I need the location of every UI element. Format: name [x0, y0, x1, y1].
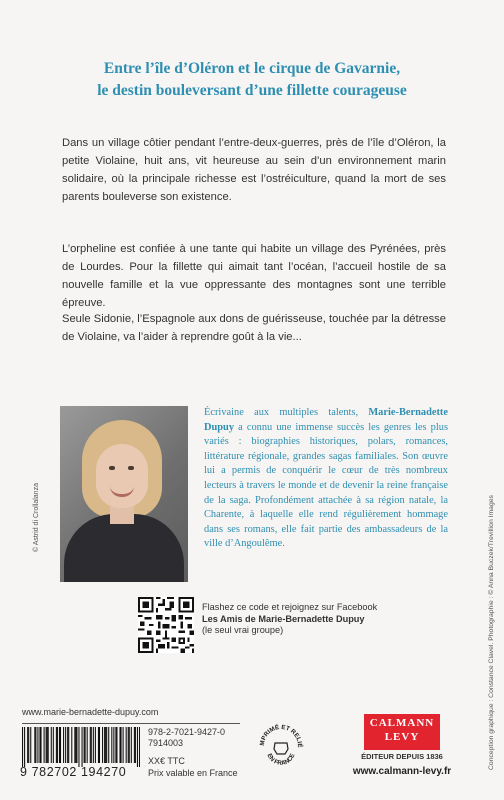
tagline-line-1: Entre l’île d’Oléron et le cirque de Gavarnie, [103, 60, 401, 77]
barcode-bar [135, 727, 136, 763]
author-bio [204, 406, 448, 552]
barcode-bar [106, 727, 107, 763]
publisher-logo [364, 714, 440, 750]
barcode-bar [93, 727, 94, 763]
publisher-name-line-2: LEVY [384, 731, 420, 743]
barcode-bar [53, 727, 54, 763]
barcode-bar [67, 727, 68, 763]
barcode-bar [71, 727, 72, 763]
design-credits: Conception graphique : Constance Clavel. Photographie : © Anna Buczek/Trevillion Images [488, 495, 495, 770]
barcode-bar [134, 727, 135, 763]
barcode [22, 727, 140, 767]
barcode-bar [82, 727, 83, 767]
bio-body: a connu une immense succès les genres les plus variés : biographies historiques, polars, romances, littérature régionale, grandes sagas familiales. Son œuvre lui a permis de conquérir le cœur de très nombreux lecteurs à travers le monde et de devenir la reine française de la saga. Profondément attachée à sa région natale, la Charente, à laquelle elle rend régulièrement hommage dans ses romans, elle fait partie des ambassadeurs de la ville d’Angoulême. [204, 421, 448, 550]
barcode-bar [40, 727, 41, 763]
photo-credit: © Astrid di Crollalanza [33, 483, 40, 552]
price-note: Prix valable en France [148, 768, 238, 778]
barcode-bar [104, 727, 105, 763]
barcode-bar [98, 727, 99, 763]
barcode-bar [99, 727, 100, 763]
price [148, 755, 238, 779]
facebook-line-2: Les Amis de Marie-Bernadette Dupuy [202, 613, 365, 624]
barcode-bar [44, 727, 45, 763]
barcode-bar [111, 727, 112, 763]
barcode-bar [51, 727, 52, 763]
barcode-bar [65, 727, 66, 763]
barcode-bar [27, 727, 28, 763]
barcode-bar [48, 727, 49, 763]
barcode-bar [129, 727, 130, 763]
barcode-bar [121, 727, 122, 763]
tagline [40, 58, 464, 102]
barcode-bar [68, 727, 69, 763]
publisher-website[interactable]: www.calmann-levy.fr [352, 766, 452, 777]
barcode-bar [116, 727, 117, 763]
qr-code[interactable] [138, 597, 194, 653]
author-photo [60, 406, 188, 582]
divider [22, 723, 240, 724]
facebook-line-3: (le seul vrai groupe) [202, 625, 284, 635]
barcode-bar [60, 727, 61, 763]
barcode-bar [85, 727, 86, 763]
barcode-bar [115, 727, 116, 763]
barcode-bar [119, 727, 120, 763]
isbn-number: 978-2-7021-9427-0 [148, 727, 226, 737]
publisher-since: ÉDITEUR DEPUIS 1836 [361, 752, 443, 761]
bio-lead: Écrivaine aux multiples talents, [204, 407, 369, 418]
facebook-invite [202, 602, 377, 637]
barcode-bar [24, 727, 25, 767]
barcode-bar [137, 727, 138, 767]
barcode-digits: 9 782702 194270 [20, 765, 127, 779]
tagline-line-2: le destin bouleversant d’une fillette courageuse [97, 82, 407, 99]
barcode-bar [34, 727, 35, 763]
summary-paragraph-2: L’orpheline est confiée à une tante qui habite un village des Pyrénées, près de Lourdes. Pour la fillette qui aimait tant l’océan, l’accueil hostile de sa nouvelle famille et la vue oppressante des montagnes sont une terrible épreuve. [62, 243, 446, 309]
publisher-name-line-1: CALMANN [369, 717, 435, 729]
barcode-bar [35, 727, 36, 763]
svg-text:EN FRANCE [266, 753, 297, 767]
printed-in-france-seal [258, 716, 304, 780]
barcode-bar [131, 727, 132, 763]
barcode-bar [87, 727, 88, 763]
seal-top-text: MPRIMÉ ET RELIÉ [258, 723, 304, 748]
barcode-bar [78, 727, 79, 767]
barcode-bar [102, 727, 103, 763]
barcode-bar [95, 727, 96, 763]
facebook-line-1: Flashez ce code et rejoignez sur Facebook [202, 602, 378, 612]
barcode-bar [30, 727, 31, 763]
barcode-bar [84, 727, 85, 763]
summary-paragraph-1: Dans un village côtier pendant l’entre-deux-guerres, près de l’île d’Oléron, la petite Violaine, huit ans, vit heureuse au sein d’un environnement marin solidaire, où la principale richesse est l’ostréiculture, quand la mort de ses parents bouleverse son existence. [62, 137, 446, 203]
isbn-code: 7914003 [148, 738, 184, 748]
barcode-bar [74, 727, 75, 763]
isbn [148, 727, 225, 749]
barcode-bar [126, 727, 127, 763]
barcode-bar [105, 727, 106, 763]
barcode-bar [57, 727, 58, 763]
barcode-bar [39, 727, 40, 763]
barcode-bar [28, 727, 29, 763]
barcode-bar [91, 727, 92, 763]
barcode-bar [139, 727, 140, 767]
barcode-bar [113, 727, 114, 763]
barcode-bar [22, 727, 23, 767]
barcode-bar [37, 727, 38, 763]
barcode-bar [46, 727, 47, 763]
barcode-bar [63, 727, 64, 763]
seal-bottom-text: EN FRANCE [265, 752, 297, 767]
bio-author-name: Marie-Bernadette Dupuy [204, 407, 448, 433]
barcode-bar [56, 727, 57, 763]
barcode-bar [76, 727, 77, 763]
barcode-bar [75, 727, 76, 763]
barcode-bar [123, 727, 124, 763]
barcode-bar [59, 727, 60, 763]
barcode-bar [108, 727, 109, 763]
barcode-bar [47, 727, 48, 763]
summary-paragraph-3: Seule Sidonie, l’Espagnole aux dons de guérisseuse, touchée par la détresse de Violaine, va l’aider à reprendre goût à la vie... [62, 313, 446, 343]
barcode-bar [90, 727, 91, 763]
price-value: XX€ TTC [148, 756, 185, 766]
author-website[interactable]: www.marie-bernadette-dupuy.com [22, 707, 159, 717]
barcode-bar [128, 727, 129, 763]
